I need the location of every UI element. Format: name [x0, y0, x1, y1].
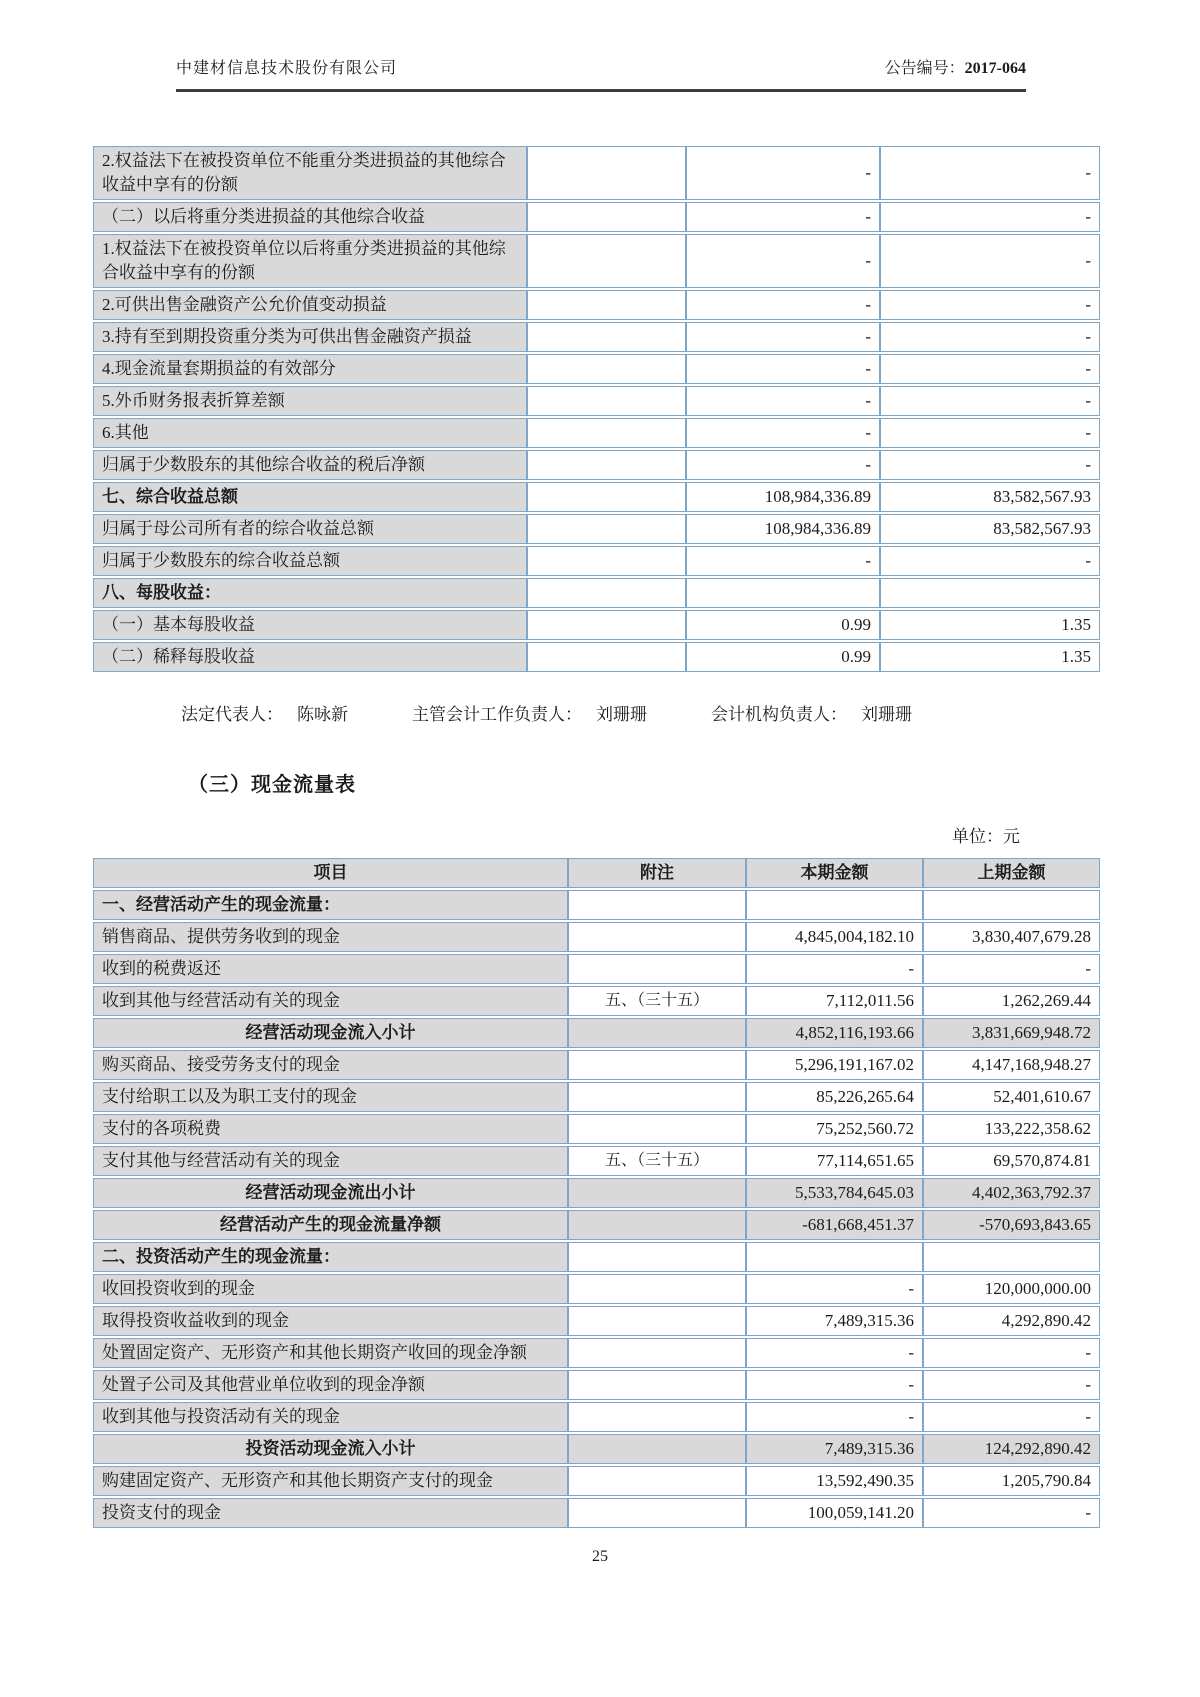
cell-label: 八、每股收益： [93, 578, 527, 608]
notice-number [885, 58, 1026, 80]
cell-label: 支付给职工以及为职工支付的现金 [93, 1082, 568, 1112]
cell-label: 收回投资收到的现金 [93, 1274, 568, 1304]
cell-label: 经营活动现金流出小计 [93, 1178, 568, 1208]
cell-cur: 5,533,784,645.03 [746, 1178, 923, 1208]
cell-cur [746, 1242, 923, 1272]
table-row [93, 1242, 1100, 1272]
table-row [93, 1146, 1100, 1176]
table-row [93, 1370, 1100, 1400]
cell-label: 收到的税费返还 [93, 954, 568, 984]
cell-note [527, 386, 686, 416]
cell-prev: - [923, 1338, 1100, 1368]
cell-prev: - [880, 546, 1100, 576]
unit-label: 单位：元 [952, 827, 1020, 846]
table-row [93, 1274, 1100, 1304]
cell-prev [923, 890, 1100, 920]
signature-line [181, 700, 912, 725]
table-row [93, 1498, 1100, 1528]
page-number: 25 [592, 1548, 608, 1565]
cell-label: 销售商品、提供劳务收到的现金 [93, 922, 568, 952]
table-row [93, 354, 1100, 384]
cell-note [568, 1274, 746, 1304]
cell-note [568, 1498, 746, 1528]
cell-label: 投资支付的现金 [93, 1498, 568, 1528]
cell-prev: - [880, 290, 1100, 320]
cell-cur: 108,984,336.89 [686, 482, 880, 512]
cell-prev: 1.35 [880, 610, 1100, 640]
cell-prev: 4,402,363,792.37 [923, 1178, 1100, 1208]
cell-prev: 69,570,874.81 [923, 1146, 1100, 1176]
cell-prev: 1,205,790.84 [923, 1466, 1100, 1496]
table-row [93, 922, 1100, 952]
notice-label: 公告编号： [884, 60, 965, 77]
cell-cur: 0.99 [686, 642, 880, 672]
cell-label: 收到其他与经营活动有关的现金 [93, 986, 568, 1016]
cell-label: 1.权益法下在被投资单位以后将重分类进损益的其他综合收益中享有的份额 [93, 234, 527, 288]
company-name: 中建材信息技术股份有限公司 [176, 60, 398, 77]
cell-note [568, 1210, 746, 1240]
cell-note [527, 234, 686, 288]
table-row [93, 1306, 1100, 1336]
cell-prev: - [880, 418, 1100, 448]
table-row [93, 514, 1100, 544]
table-row [93, 290, 1100, 320]
cell-cur: - [686, 290, 880, 320]
cell-note [568, 1018, 746, 1048]
table-row [93, 1050, 1100, 1080]
table-row [93, 1082, 1100, 1112]
cell-note [527, 642, 686, 672]
cell-cur: - [746, 954, 923, 984]
cell-cur: 7,489,315.36 [746, 1434, 923, 1464]
cell-label: 归属于少数股东的综合收益总额 [93, 546, 527, 576]
column-header-item: 项目 [93, 858, 568, 888]
cell-prev: - [880, 146, 1100, 200]
cell-cur: 4,852,116,193.66 [746, 1018, 923, 1048]
cell-cur: - [746, 1370, 923, 1400]
cell-prev: 133,222,358.62 [923, 1114, 1100, 1144]
table-row [93, 386, 1100, 416]
cell-note [568, 1178, 746, 1208]
cell-prev: 4,147,168,948.27 [923, 1050, 1100, 1080]
table-row [93, 202, 1100, 232]
cell-note [568, 954, 746, 984]
cell-note [568, 1242, 746, 1272]
cash-flow-body [93, 890, 1100, 1528]
table-row [93, 234, 1100, 288]
cell-label: 归属于母公司所有者的综合收益总额 [93, 514, 527, 544]
cell-cur: - [686, 418, 880, 448]
legal-representative-label: 法定代表人： [181, 705, 283, 724]
cell-cur: 13,592,490.35 [746, 1466, 923, 1496]
cell-label: 5.外币财务报表折算差额 [93, 386, 527, 416]
cell-note [568, 1050, 746, 1080]
cell-note [568, 1114, 746, 1144]
cell-cur: - [746, 1274, 923, 1304]
cell-cur: -681,668,451.37 [746, 1210, 923, 1240]
cell-note [527, 202, 686, 232]
cell-note [527, 482, 686, 512]
cell-label: 归属于少数股东的其他综合收益的税后净额 [93, 450, 527, 480]
cell-cur: - [686, 146, 880, 200]
cell-cur: - [746, 1402, 923, 1432]
notice-value: 2017-064 [964, 60, 1026, 77]
income-statement-table [93, 144, 1100, 674]
cell-cur: 7,489,315.36 [746, 1306, 923, 1336]
cell-note [568, 1082, 746, 1112]
cash-flow-header-row [93, 858, 1100, 888]
cell-cur: - [686, 234, 880, 288]
cell-cur: 108,984,336.89 [686, 514, 880, 544]
cell-note [568, 1434, 746, 1464]
column-header-current: 本期金额 [746, 858, 923, 888]
column-header-previous: 上期金额 [923, 858, 1100, 888]
cell-note [527, 290, 686, 320]
table-row [93, 1114, 1100, 1144]
table-row [93, 322, 1100, 352]
cell-note [527, 578, 686, 608]
income-statement-body [93, 146, 1100, 672]
table-row [93, 482, 1100, 512]
cell-note [568, 1338, 746, 1368]
cell-note [568, 1370, 746, 1400]
cell-cur: 4,845,004,182.10 [746, 922, 923, 952]
table-row [93, 450, 1100, 480]
cell-label: 一、经营活动产生的现金流量： [93, 890, 568, 920]
table-row [93, 610, 1100, 640]
cell-prev: 1,262,269.44 [923, 986, 1100, 1016]
cell-note [527, 546, 686, 576]
cell-prev: - [880, 202, 1100, 232]
cell-cur [686, 578, 880, 608]
cell-prev: - [880, 386, 1100, 416]
cell-note [527, 322, 686, 352]
cell-note [527, 610, 686, 640]
cell-cur: - [686, 450, 880, 480]
cell-label: （二）以后将重分类进损益的其他综合收益 [93, 202, 527, 232]
cell-prev: 3,830,407,679.28 [923, 922, 1100, 952]
cell-note [568, 1466, 746, 1496]
table-row [93, 1466, 1100, 1496]
cell-cur: 0.99 [686, 610, 880, 640]
cell-prev: - [880, 322, 1100, 352]
table-row [93, 1018, 1100, 1048]
cell-label: （二）稀释每股收益 [93, 642, 527, 672]
cell-label: 2.权益法下在被投资单位不能重分类进损益的其他综合收益中享有的份额 [93, 146, 527, 200]
cell-note [527, 450, 686, 480]
legal-representative-name: 陈咏新 [297, 705, 348, 724]
table-row [93, 546, 1100, 576]
table-row [93, 146, 1100, 200]
cell-label: 投资活动现金流入小计 [93, 1434, 568, 1464]
chief-accountant-label: 主管会计工作负责人： [412, 705, 582, 724]
table-row [93, 642, 1100, 672]
table-row [93, 1338, 1100, 1368]
cell-prev: - [923, 954, 1100, 984]
table-row [93, 578, 1100, 608]
table-row [93, 1178, 1100, 1208]
cell-prev: - [923, 1402, 1100, 1432]
cell-prev [923, 1242, 1100, 1272]
cell-prev: - [880, 354, 1100, 384]
cell-label: 七、综合收益总额 [93, 482, 527, 512]
cell-label: 6.其他 [93, 418, 527, 448]
cell-label: 3.持有至到期投资重分类为可供出售金融资产损益 [93, 322, 527, 352]
cell-note: 五、（三十五） [568, 986, 746, 1016]
cell-note [527, 146, 686, 200]
cell-prev: 120,000,000.00 [923, 1274, 1100, 1304]
accounting-dept-head [711, 700, 912, 725]
cell-label: 处置子公司及其他营业单位收到的现金净额 [93, 1370, 568, 1400]
cell-cur [746, 890, 923, 920]
accounting-dept-name: 刘珊珊 [861, 705, 912, 724]
cell-note [568, 1402, 746, 1432]
cell-note [568, 890, 746, 920]
cell-cur: 7,112,011.56 [746, 986, 923, 1016]
cell-note [568, 922, 746, 952]
cell-prev: - [923, 1498, 1100, 1528]
accounting-dept-label: 会计机构负责人： [711, 705, 847, 724]
table-row [93, 1210, 1100, 1240]
column-header-note: 附注 [568, 858, 746, 888]
cell-prev: 83,582,567.93 [880, 482, 1100, 512]
cell-label: （一）基本每股收益 [93, 610, 527, 640]
cell-prev: - [880, 450, 1100, 480]
cell-label: 经营活动产生的现金流量净额 [93, 1210, 568, 1240]
cell-label: 购买商品、接受劳务支付的现金 [93, 1050, 568, 1080]
chief-accountant [412, 700, 647, 725]
cell-prev: 52,401,610.67 [923, 1082, 1100, 1112]
cell-note [527, 514, 686, 544]
cell-label: 取得投资收益收到的现金 [93, 1306, 568, 1336]
cell-label: 二、投资活动产生的现金流量： [93, 1242, 568, 1272]
cell-label: 4.现金流量套期损益的有效部分 [93, 354, 527, 384]
cell-cur: 100,059,141.20 [746, 1498, 923, 1528]
chief-accountant-name: 刘珊珊 [596, 705, 647, 724]
table-row [93, 1434, 1100, 1464]
cell-cur: - [686, 546, 880, 576]
section-title: （三）现金流量表 [188, 774, 356, 796]
cell-label: 收到其他与投资活动有关的现金 [93, 1402, 568, 1432]
cell-cur: - [686, 354, 880, 384]
cell-prev: - [923, 1370, 1100, 1400]
cell-cur: 77,114,651.65 [746, 1146, 923, 1176]
cell-note [527, 418, 686, 448]
table-row [93, 418, 1100, 448]
cell-note [527, 354, 686, 384]
cell-label: 支付其他与经营活动有关的现金 [93, 1146, 568, 1176]
cash-flow-table [93, 856, 1100, 1530]
cell-prev: - [880, 234, 1100, 288]
cell-prev [880, 578, 1100, 608]
legal-representative [181, 700, 348, 725]
cell-prev: 124,292,890.42 [923, 1434, 1100, 1464]
cell-prev: 1.35 [880, 642, 1100, 672]
cell-note [568, 1306, 746, 1336]
table-row [93, 890, 1100, 920]
cell-cur: - [746, 1338, 923, 1368]
cell-prev: -570,693,843.65 [923, 1210, 1100, 1240]
table-row [93, 954, 1100, 984]
table-row [93, 986, 1100, 1016]
cell-label: 经营活动现金流入小计 [93, 1018, 568, 1048]
cell-cur: - [686, 202, 880, 232]
cell-cur: 85,226,265.64 [746, 1082, 923, 1112]
cell-label: 处置固定资产、无形资产和其他长期资产收回的现金净额 [93, 1338, 568, 1368]
document-header [176, 58, 1026, 92]
cell-label: 2.可供出售金融资产公允价值变动损益 [93, 290, 527, 320]
cell-cur: - [686, 386, 880, 416]
cell-prev: 83,582,567.93 [880, 514, 1100, 544]
cell-note: 五、（三十五） [568, 1146, 746, 1176]
cell-cur: - [686, 322, 880, 352]
table-row [93, 1402, 1100, 1432]
cell-prev: 3,831,669,948.72 [923, 1018, 1100, 1048]
cell-cur: 5,296,191,167.02 [746, 1050, 923, 1080]
cell-prev: 4,292,890.42 [923, 1306, 1100, 1336]
cell-cur: 75,252,560.72 [746, 1114, 923, 1144]
cell-label: 支付的各项税费 [93, 1114, 568, 1144]
cell-label: 购建固定资产、无形资产和其他长期资产支付的现金 [93, 1466, 568, 1496]
